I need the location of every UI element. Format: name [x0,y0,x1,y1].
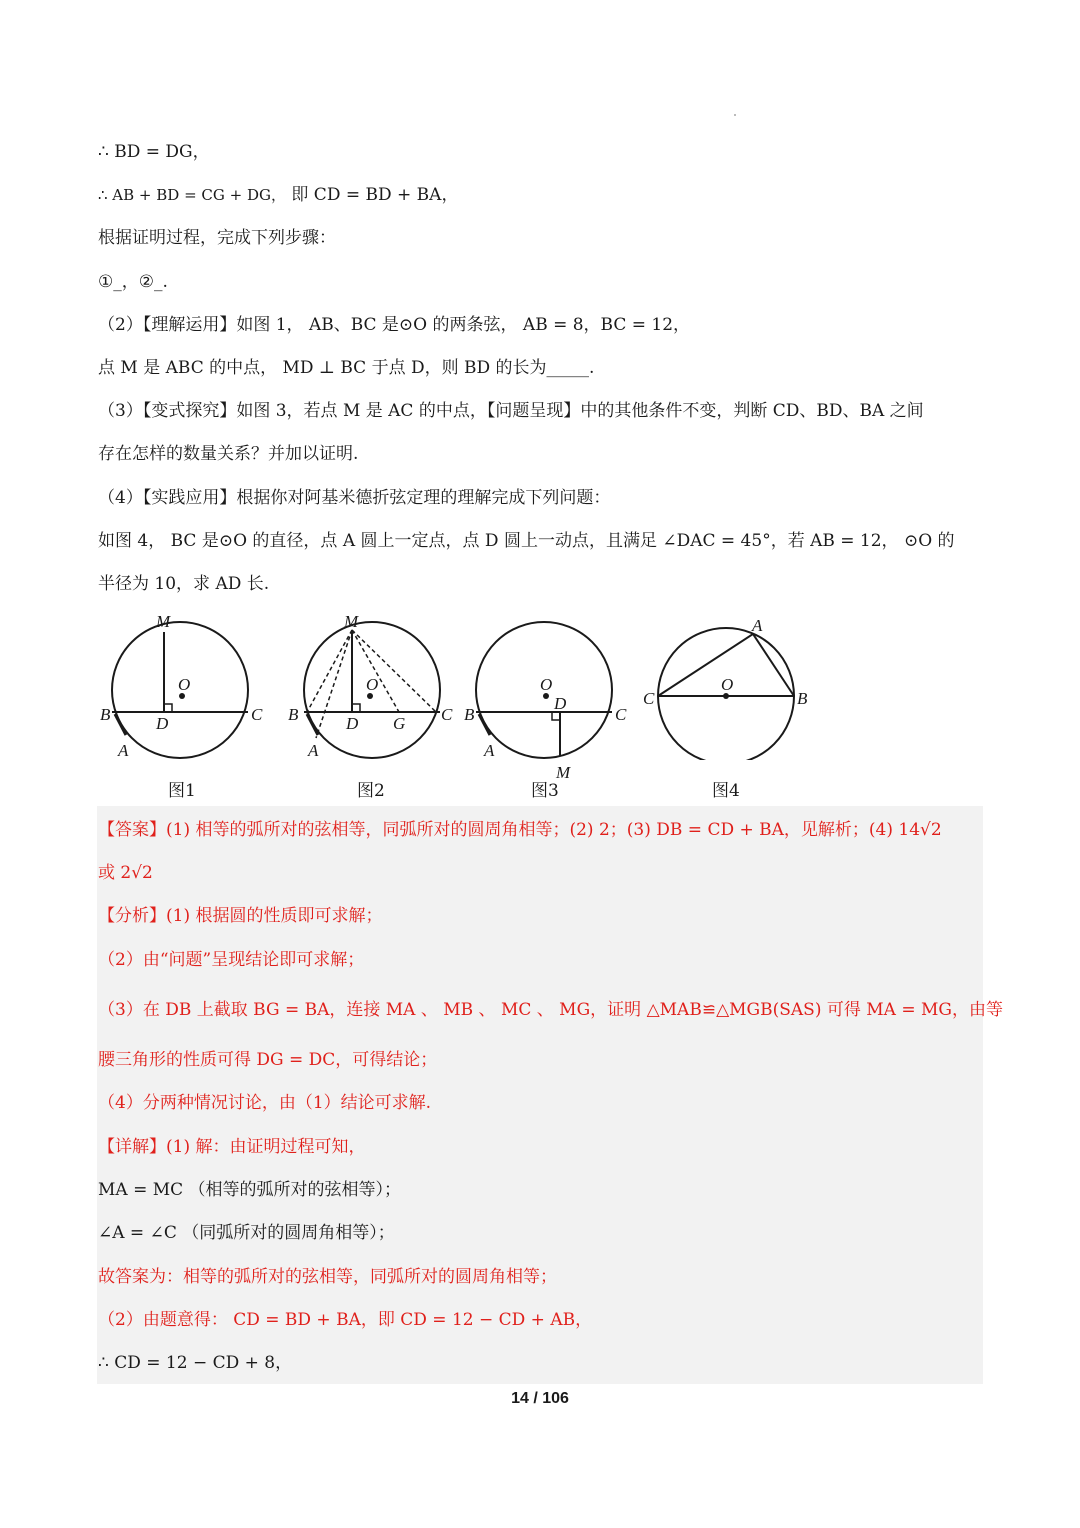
label-a: A [118,741,129,760]
figure-2 [286,610,461,764]
label-a: A [752,616,763,635]
label-d: D [156,714,169,733]
analysis-line-2: （2）由“问题”呈现结论即可求解； [98,950,365,970]
chord-ab [479,714,490,735]
segment-mb [306,630,352,714]
figure-3 [462,610,637,789]
text-line-9: （4）【实践应用】根据你对阿基米德折弦定理的理解完成下列问题： [98,488,611,508]
figure-1-diagram [98,610,268,760]
label-m: M [556,763,571,782]
answer-line-2: 或 2√2 [98,863,153,883]
label-c: C [441,705,453,724]
detail-line-5: （2）由题意得： CD = BD + BA，即 CD = 12 − CD + AB， [98,1310,593,1330]
text-line-7: （3）【变式探究】如图 3，若点 M 是 AC 的中点，【问题呈现】中的其他条件不变，判断 CD、BD、BA 之间 [98,401,924,421]
label-o: O [540,675,553,694]
text-line-10: 如图 4， BC 是⊙O 的直径，点 A 圆上一定点，点 D 圆上一动点，且满足 ∠DAC = 45°，若 AB = 12， ⊙O 的 [98,531,955,551]
text-line-2 [98,183,458,207]
segment-mg [352,630,399,712]
analysis-line-1: 【分析】(1) 根据圆的性质即可求解； [98,906,383,926]
figure-2-caption: 图2 [357,781,385,801]
text-line-6: 点 M 是 ABC 的中点， MD ⊥ BC 于点 D，则 BD 的长为_____. [98,358,595,378]
label-b: B [797,689,808,708]
right-angle-mark [164,704,172,712]
label-c: C [643,689,655,708]
analysis-line-4: 腰三角形的性质可得 DG = DC，可得结论； [98,1050,438,1070]
detail-line-4: 故答案为：相等的弧所对的弦相等，同弧所对的圆周角相等； [98,1267,557,1287]
figure-2-diagram [286,610,461,760]
label-o: O [366,675,379,694]
label-b: B [288,705,299,724]
label-o: O [721,675,734,694]
label-b: B [100,705,111,724]
label-c: C [615,705,627,724]
figure-1 [98,610,268,764]
chord-ca [658,634,753,696]
chord-ab [753,634,794,696]
label-o: O [178,675,191,694]
page-number: 14 / 106 [511,1390,569,1407]
analysis-line-3: （3）在 DB 上截取 BG = BA，连接 MA 、 MB 、 MC 、 MG，证明 △MAB≌△MGB(SAS) 可得 MA = MG，由等 [98,1000,1003,1020]
label-c: C [251,705,263,724]
text-line-4: ①_，②_. [98,272,168,292]
answer-line-1: 【答案】(1) 相等的弧所对的弦相等，同弧所对的圆周角相等；(2) 2；(3) DB = CD + BA，见解析；(4) 14√2 [98,820,942,840]
text-line-5: （2）【理解运用】如图 1， AB、BC 是⊙O 的两条弦， AB = 8，BC = 12， [98,315,691,335]
label-a: A [484,741,495,760]
label-m: M [344,612,359,631]
detail-line-2: MA = MC （相等的弧所对的弦相等）； [98,1180,402,1200]
figure-4 [640,610,820,764]
detail-line-6: ∴ CD = 12 − CD + 8， [98,1353,293,1373]
label-d: D [554,694,567,713]
scan-dot [734,114,736,116]
text-line-11: 半径为 10，求 AD 长. [98,574,270,594]
text-line-2a: ∴ AB + BD = CG + DG， [98,186,286,204]
label-a: A [308,741,319,760]
figure-3-diagram [462,610,637,785]
detail-line-3: ∠A = ∠C （同弧所对的圆周角相等）； [98,1223,395,1243]
figure-4-caption: 图4 [712,781,740,801]
label-g: G [393,714,406,733]
text-line-8: 存在怎样的数量关系？并加以证明. [98,444,359,464]
label-b: B [464,705,475,724]
text-line-3: 根据证明过程，完成下列步骤： [98,228,336,248]
analysis-line-5: （4）分两种情况讨论，由（1）结论可求解. [98,1093,432,1113]
chord-ab [307,714,318,735]
chord-ab [115,714,126,735]
detail-line-1: 【详解】(1) 解：由证明过程可知， [98,1137,366,1157]
figure-4-diagram [640,610,820,760]
figure-1-caption: 图1 [168,781,196,801]
right-angle-mark [352,704,360,712]
text-line-1: ∴ BD = DG， [98,142,210,162]
right-angle-mark [552,712,560,720]
segment-mc [352,630,436,712]
text-line-2b: 即 CD = BD + BA， [291,185,459,205]
figure-3-caption: 图3 [531,781,559,801]
label-m: M [156,612,171,631]
label-d: D [346,714,359,733]
